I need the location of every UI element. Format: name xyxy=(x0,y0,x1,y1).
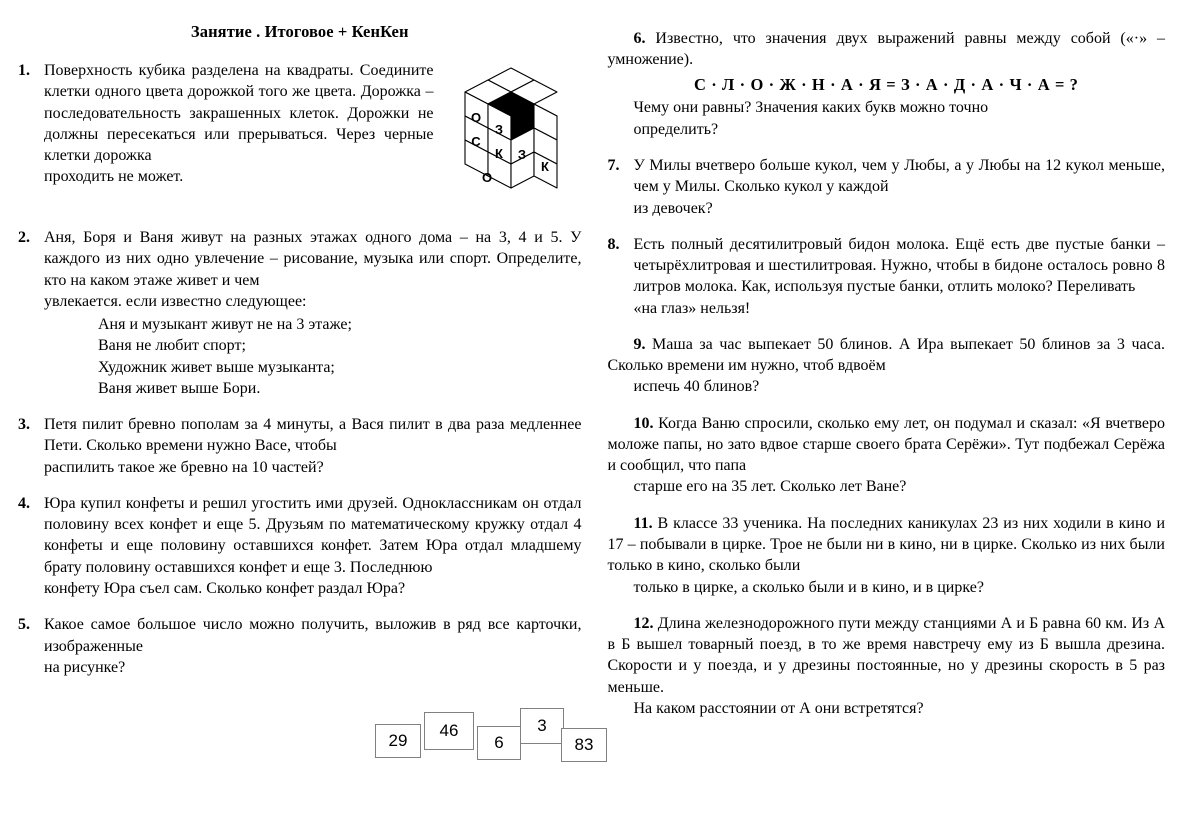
problem-number: 10. xyxy=(633,414,654,432)
problem-text-last-line: только в цирке, а сколько были и в кино, и в цирке? xyxy=(633,578,984,596)
problem-text-last-line: из девочек? xyxy=(633,199,713,217)
problem-number: 2. xyxy=(18,229,30,246)
problem-text: Маша за час выпекает 50 блинов. А Ира выпекает 50 блинов за 3 часа. Сколько времени им нужно, чтоб вдвоём xyxy=(607,335,1166,375)
problem-12 xyxy=(607,613,1165,719)
problem-number: 7. xyxy=(607,157,620,174)
problem-text-last-line: На каком расстоянии от А они встретятся? xyxy=(633,699,924,717)
number-card: 83 xyxy=(561,728,607,762)
problem-number: 12. xyxy=(633,614,654,632)
number-card: 3 xyxy=(520,708,564,744)
problem-text: В классе 33 ученика. На последних каникулах 23 из них ходили в кино и 17 – побывали в цирке. Трое не были ни в кино, ни в цирке. Сколько из них были только в кино, сколько были xyxy=(607,514,1166,575)
problem-text: У Милы вчетверо больше кукол, чем у Любы, а у Любы на 12 кукол меньше, чем у Милы. Сколько кукол у каждой xyxy=(633,157,1165,196)
number-card: 46 xyxy=(424,712,474,750)
problem-9 xyxy=(607,334,1165,398)
page-title: Занятие . Итоговое + КенКен xyxy=(190,22,409,41)
problem-text-last-line: конфету Юра съел сам. Сколько конфет раздал Юра? xyxy=(44,579,406,597)
problem-text: Юра купил конфеты и решил угостить ими друзей. Одноклассникам он отдал половину всех конфет и еще 5. Друзьям по математическому кружку отдал 4 конфеты и еще половину оставшихся конфет. Затем Юра отдал младшему брату половину оставшихся конфет и еще 3. Последнюю xyxy=(44,494,582,576)
cube-letter-o-1: О xyxy=(471,110,482,125)
problem-body xyxy=(44,227,581,399)
problem-3 xyxy=(18,414,581,478)
problem-number: 1. xyxy=(18,62,30,79)
problem-text: Есть полный десятилитровый бидон молока. Ещё есть две пустые банки – четырёхлитровая и шестилитровая. Нужно, чтобы в бидоне осталось ровно 8 литров молока. Как, используя пустые банки, отлить молоко? Переливать xyxy=(633,235,1165,296)
cube-letter-z-1: З xyxy=(495,122,504,137)
problem-body xyxy=(633,234,1165,319)
cube-letter-k-1: К xyxy=(495,146,504,161)
problem-question: Чему они равны? Значения каких букв можно точно xyxy=(633,99,989,117)
problem-2 xyxy=(18,227,581,399)
left-column xyxy=(18,14,581,693)
problem-number: 9. xyxy=(633,335,646,353)
letter-product-equation: С · Л · О · Ж · Н · А · Я = З · А · Д · А · Ч · А = ? xyxy=(693,74,1079,94)
problem-text: Петя пилит бревно пополам за 4 минуты, а Вася пилит в два раза медленнее Пети. Сколько времени нужно Васе, чтобы xyxy=(44,416,582,455)
problem-7 xyxy=(607,155,1165,219)
cube-letter-z-2: З xyxy=(518,147,527,162)
problem-text: Поверхность кубика разделена на квадраты. Соедините клетки одного цвета дорожкой того же цвета. Дорожка – последовательность закрашенных клеток. Дорожки не должны пересекаться или прерываться. Через черные клетки дорожка xyxy=(44,62,434,165)
cube-letter-o-2: О xyxy=(482,170,493,185)
problem-text-last-line: проходить не может. xyxy=(44,168,184,186)
problem-text-last-line: на рисунке? xyxy=(44,658,126,676)
condition-item: Ваня не любит спорт; xyxy=(98,337,246,355)
cube-letter-s-1: С xyxy=(471,134,482,149)
isometric-cube-puzzle-figure xyxy=(441,60,581,210)
condition-list xyxy=(98,314,581,399)
problem-text-last-line: старше его на 35 лет. Сколько лет Ване? xyxy=(633,478,907,496)
number-cards-figure xyxy=(375,706,595,764)
problem-5 xyxy=(18,614,581,678)
problem-body xyxy=(44,493,581,599)
problem-text: Известно, что значения двух выражений равны между собой («·» – умножение). xyxy=(607,30,1165,69)
problem-text: Когда Ваню спросили, сколько ему лет, он подумал и сказал: «Я вчетверо моложе папы, но зато вдвое старше своего брата Серёжи». Тут подбежал Серёжа и сообщил, что папа xyxy=(607,414,1165,475)
number-card: 6 xyxy=(477,726,521,760)
problem-text-last-line: распилить такое же бревно на 10 частей? xyxy=(44,458,324,476)
right-column xyxy=(607,14,1165,734)
problem-body xyxy=(44,614,581,678)
condition-item: Аня и музыкант живут не на 3 этаже; xyxy=(98,316,352,334)
problem-text-last-line: увлекается. если известно следующее: xyxy=(44,292,307,310)
problem-11 xyxy=(607,513,1165,598)
problem-text: Аня, Боря и Ваня живут на разных этажах одного дома – на 3, 4 и 5. У каждого из них одно увлечение – рисование, музыка или спорт. Определите, кто на каком этаже живет и чем xyxy=(44,229,582,289)
condition-item: Ваня живет выше Бори. xyxy=(98,379,261,397)
problem-text: Длина железнодорожного пути между станциями А и Б равна 60 км. Из А в Б вышел товарный поезд, в то же время навстречу ему из Б вышла дрезина. Скорости и у поезда, и у дрезины постоянные, но у дрезины скорость в 5 раз меньше. xyxy=(607,614,1165,696)
problem-10 xyxy=(607,413,1165,498)
problem-6 xyxy=(607,28,1165,140)
cube-letter-k-2: К xyxy=(541,159,550,174)
problem-4 xyxy=(18,493,581,599)
condition-item: Художник живет выше музыканта; xyxy=(98,358,335,376)
problem-text-last-line: «на глаз» нельзя! xyxy=(633,299,751,317)
problem-number: 4. xyxy=(18,494,30,512)
problem-number: 5. xyxy=(18,616,30,634)
problem-number: 3. xyxy=(18,416,30,434)
problem-number: 8. xyxy=(607,235,620,253)
problem-text: Какое самое большое число можно получить, выложив в ряд все карточки, изображенные xyxy=(44,616,582,655)
problem-number: 11. xyxy=(633,514,653,532)
problem-text-last-line: определить? xyxy=(633,120,719,138)
problem-1 xyxy=(18,60,581,212)
two-column-layout xyxy=(18,14,1165,734)
problem-body xyxy=(44,414,581,478)
problem-text-last-line: испечь 40 блинов? xyxy=(633,378,760,396)
number-card: 29 xyxy=(375,724,421,758)
problem-number: 6. xyxy=(633,30,646,47)
problem-body xyxy=(44,60,581,212)
problem-8 xyxy=(607,234,1165,319)
problem-body xyxy=(633,155,1165,219)
